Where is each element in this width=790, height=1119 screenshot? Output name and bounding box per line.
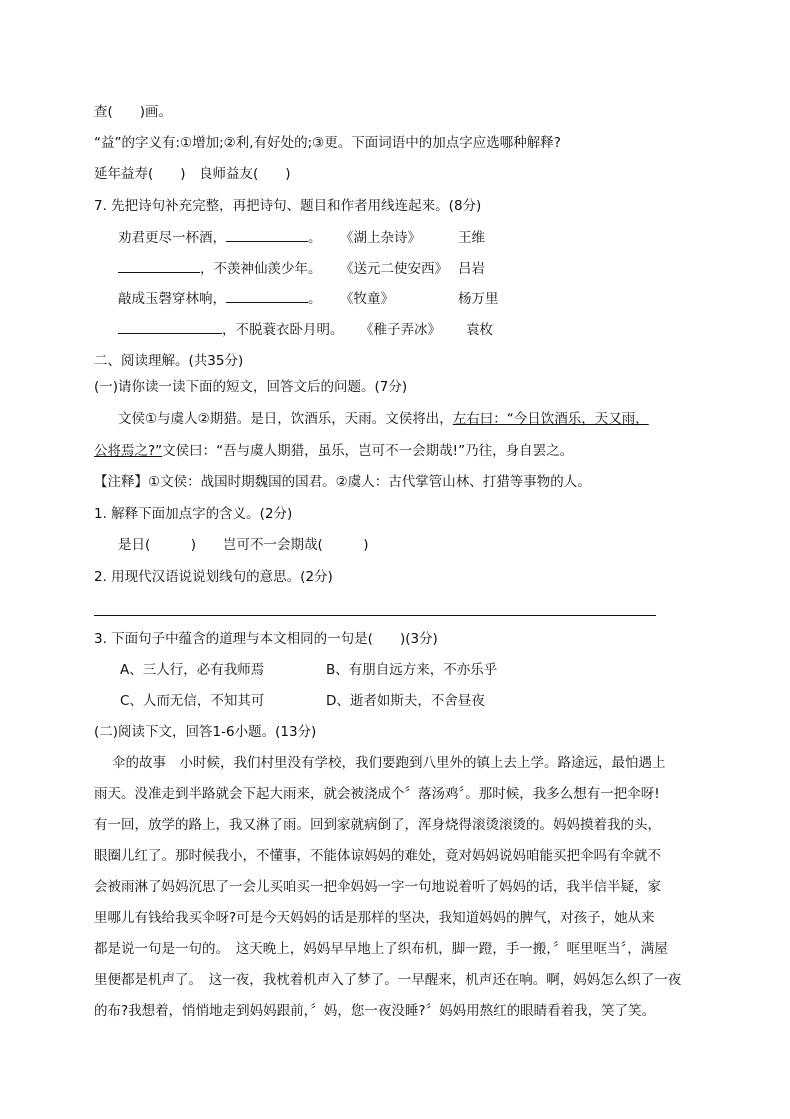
poem-line-pre: 劝君更尽一杯酒， (118, 230, 226, 246)
q7-row-4 (118, 320, 344, 340)
poem-title-3: 《牧童》 (340, 291, 394, 307)
story-line: 的布?我想着，悄悄地走到妈妈跟前，〞妈，您一夜没睡?〞妈妈用熬红的眼睛看着我，笑了笑。 (94, 1003, 656, 1019)
underlined-sentence: 左右曰：“今日饮酒乐，天又雨， (452, 411, 649, 427)
poem-line-pre: 敲成玉磬穿林响， (118, 291, 226, 307)
story-line: 里便都是机声了。 这一夜，我枕着机声入了梦了。一早醒来，机声还在响。啊，妈妈怎么织了一夜 (94, 972, 682, 988)
underlined-sentence: 公将焉之?” (94, 443, 163, 459)
poem-line-post: 。 (308, 291, 322, 307)
option-c: C、人而无信，不知其可 (120, 693, 265, 709)
poem-author-3: 杨万里 (458, 291, 499, 307)
section2-heading: 二、阅读理解。(共35分) (94, 353, 244, 369)
option-b: B、有朋自远方来，不亦乐乎 (326, 662, 498, 678)
part1-q1-items: 是日( ) 岂可不一会期哉( ) (118, 537, 369, 553)
story-line: 有一回，放学的路上，我又淋了雨。回到家就病倒了，浑身烧得滚烫滚烫的。妈妈摸着我的头， (94, 817, 661, 833)
answer-line[interactable] (94, 615, 656, 616)
answer-blank[interactable] (226, 302, 308, 303)
prev-question-line-2: “益”的字义有:①增加;②利,有好处的;③更。下面词语中的加点字应选哪种解释? (94, 135, 561, 151)
story-line: 伞的故事 小时候，我们村里没有学校，我们要跑到八里外的镇上去上学。路途远，最怕遇上 (112, 755, 666, 771)
part2-heading: (二)阅读下文，回答1-6小题。(13分) (94, 724, 317, 740)
q7-row-3 (118, 289, 322, 309)
prev-question-line-3: 延年益寿( ) 良师益友( ) (94, 166, 291, 182)
story-line: 雨天。没准走到半路就会下起大雨来，就会被浇成个〞落汤鸡〞。那时候，我多么想有一把伞呀! (94, 786, 660, 802)
q7-row-1 (118, 228, 322, 248)
q7-title: 7. 先把诗句补充完整，再把诗句、题目和作者用线连起来。(8分) (94, 198, 482, 214)
passage-text: 文侯①与虞人②期猎。是日，饮酒乐，天雨。文侯将出， (118, 411, 453, 427)
annotation-note: 【注释】①文侯：战国时期魏国的国君。②虞人：古代掌管山林、打猎等事物的人。 (94, 474, 591, 490)
option-a: A、三人行，必有我师焉 (120, 662, 265, 678)
poem-line-post: ，不脱蓑衣卧月明。 (222, 322, 344, 338)
part1-heading: (一)请你读一读下面的短文，回答文后的问题。(7分) (94, 379, 408, 395)
poem-title-4: 《稚子弄冰》 (360, 322, 441, 338)
prev-question-line-1: 查( )画。 (94, 104, 173, 120)
passage-line-2 (94, 441, 573, 461)
poem-title-1: 《湖上杂诗》 (340, 230, 421, 246)
poem-author-1: 王维 (458, 230, 485, 246)
q7-row-2 (118, 259, 322, 279)
poem-line-post: ，不羡神仙羡少年。 (200, 261, 322, 277)
passage-text: 文侯曰：“吾与虞人期猎，虽乐，岂可不一会期哉!”乃往，身自罢之。 (162, 443, 574, 459)
answer-blank[interactable] (226, 241, 308, 242)
part1-q2: 2. 用现代汉语说说划线句的意思。(2分) (94, 569, 333, 585)
story-line: 里哪儿有钱给我买伞呀?可是今天妈妈的话是那样的坚决，我知道妈妈的脾气，对孩子，她从来 (94, 910, 655, 926)
poem-title-2: 《送元二使安西》 (340, 261, 448, 277)
answer-blank[interactable] (118, 272, 200, 273)
passage-line-1 (118, 409, 649, 429)
story-line: 都是说一句是一句的。 这天晚上，妈妈早早地上了织布机，脚一蹬，手一搬，〞哐里哐当〞，满屋 (94, 941, 668, 957)
poem-line-post: 。 (308, 230, 322, 246)
answer-blank[interactable] (118, 333, 222, 334)
part1-q3: 3. 下面句子中蕴含的道理与本文相同的一句是( )(3分) (94, 631, 438, 647)
story-line: 会被雨淋了妈妈沉思了一会儿买咱买一把伞妈妈一字一句地说着听了妈妈的话，我半信半疑，家 (94, 879, 661, 895)
option-d: D、逝者如斯夫，不舍昼夜 (326, 693, 485, 709)
poem-author-2: 吕岩 (458, 261, 485, 277)
poem-author-4: 袁枚 (466, 322, 493, 338)
part1-q1: 1. 解释下面加点字的含义。(2分) (94, 506, 293, 522)
story-line: 眼圈儿红了。那时候我小，不懂事，不能体谅妈妈的难处，竟对妈妈说妈咱能买把伞吗有伞就不 (94, 848, 661, 864)
